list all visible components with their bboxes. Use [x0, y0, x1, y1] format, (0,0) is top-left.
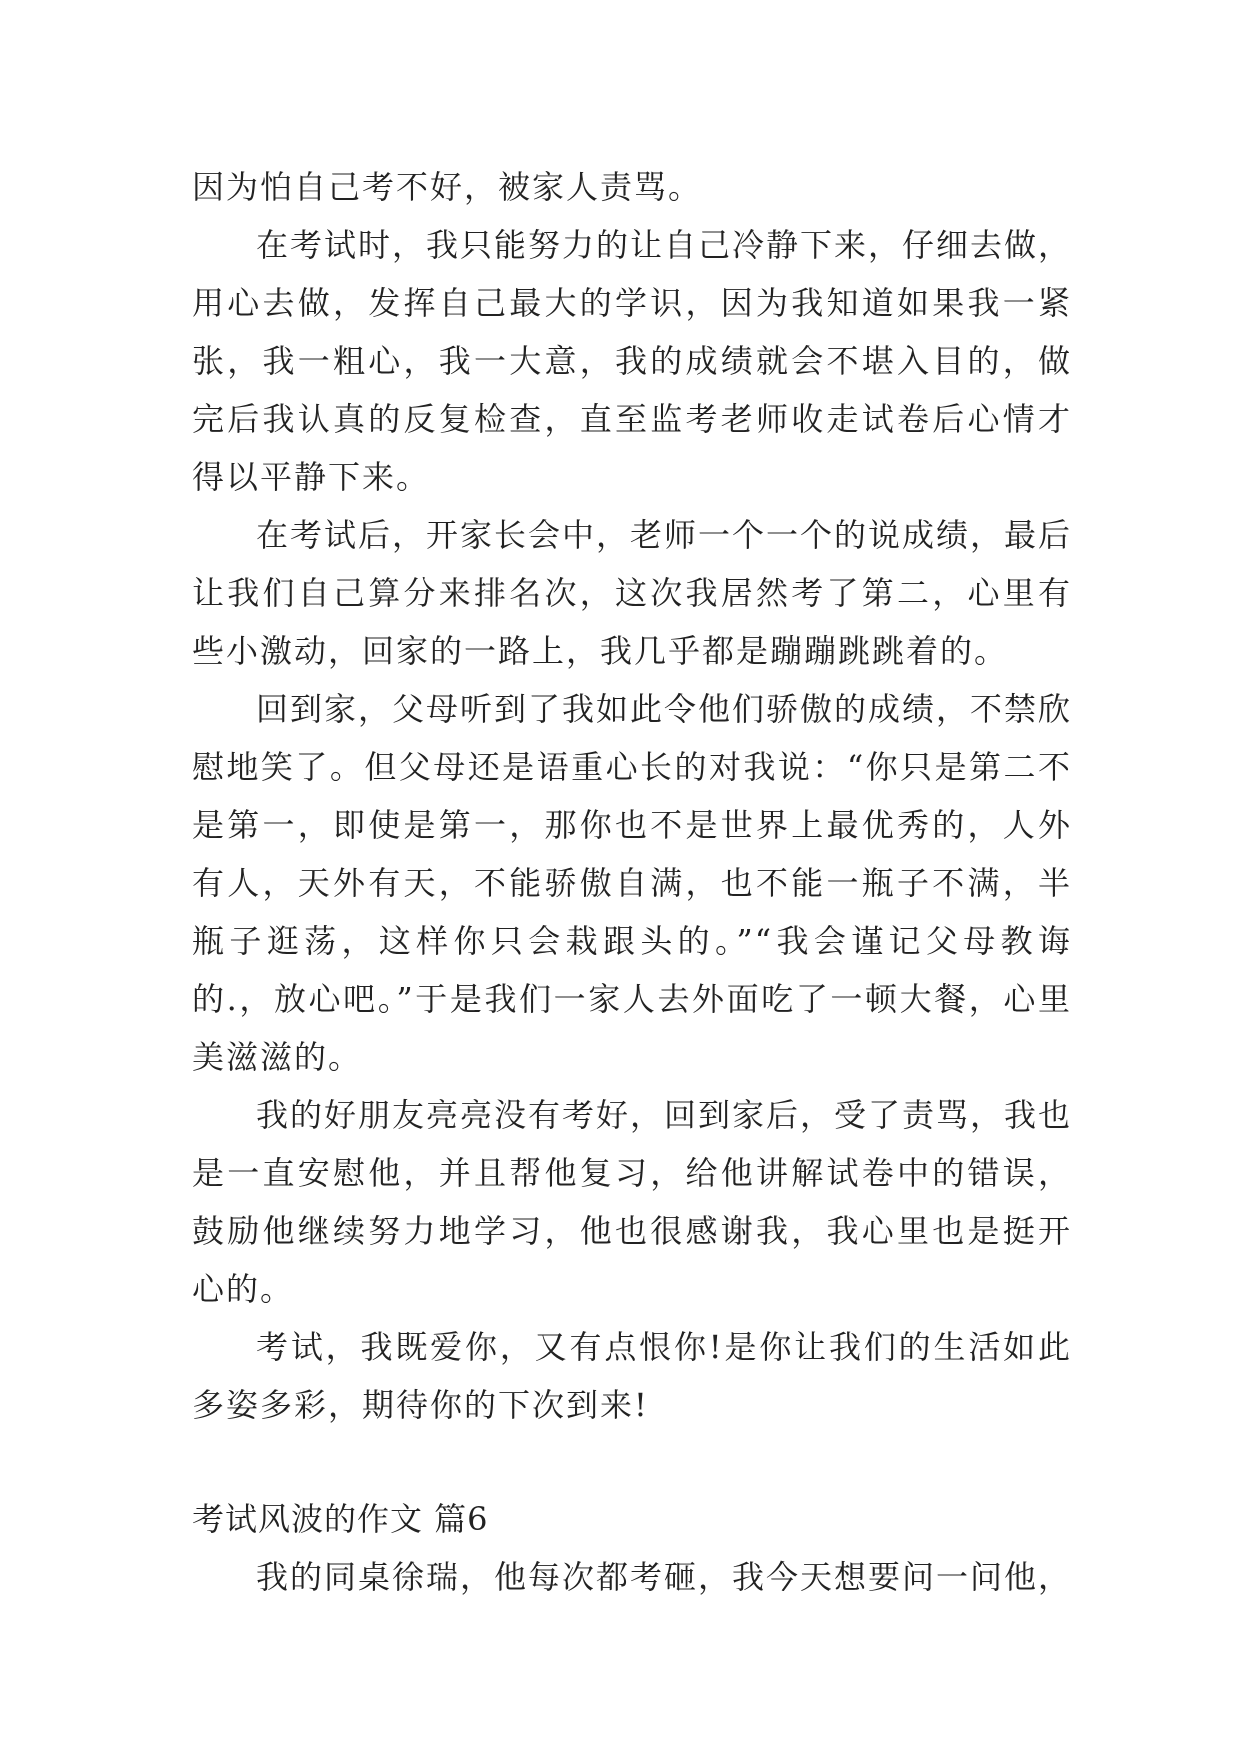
paragraph-during-exam: 在考试时，我只能努力的让自己冷静下来，仔细去做，用心去做，发挥自己最大的学识，因为我知道如果我一紧张，我一粗心，我一大意，我的成绩就会不堪入目的，做完后我认真的反复检查，直至监考老师收走试卷后心情才得以平静下来。: [192, 226, 1073, 496]
section-heading: 考试风波的作文 篇6: [192, 1500, 489, 1538]
paragraph-after-exam: 在考试后，开家长会中，老师一个一个的说成绩，最后让我们自己算分来排名次，这次我居然考了第二，心里有些小激动，回家的一路上，我几乎都是蹦蹦跳跳着的。: [192, 516, 1073, 670]
document-body: [192, 158, 1072, 1606]
paragraph-conclusion: 考试，我既爱你，又有点恨你!是你让我们的生活如此多姿多彩，期待你的下次到来!: [192, 1328, 1072, 1424]
paragraph-continuation: 因为怕自己考不好，被家人责骂。: [192, 168, 703, 206]
paragraph-next-section: 我的同桌徐瑞，他每次都考砸，我今天想要问一问他，: [256, 1558, 1073, 1596]
paragraph-friend: 我的好朋友亮亮没有考好，回到家后，受了责骂，我也是一直安慰他，并且帮他复习，给他讲解试卷中的错误，鼓励他继续努力地学习，他也很感谢我，我心里也是挺开心的。: [192, 1096, 1073, 1308]
paragraph-back-home: 回到家，父母听到了我如此令他们骄傲的成绩，不禁欣慰地笑了。但父母还是语重心长的对我说：“你只是第二不是第一，即使是第一，那你也不是世界上最优秀的，人外有人，天外有天，不能骄傲自满，也不能一瓶子不满，半瓶子逛荡，这样你只会栽跟头的。”“我会谨记父母教诲的.，放心吧。”于是我们一家人去外面吃了一顿大餐，心里美滋滋的。: [192, 690, 1073, 1076]
